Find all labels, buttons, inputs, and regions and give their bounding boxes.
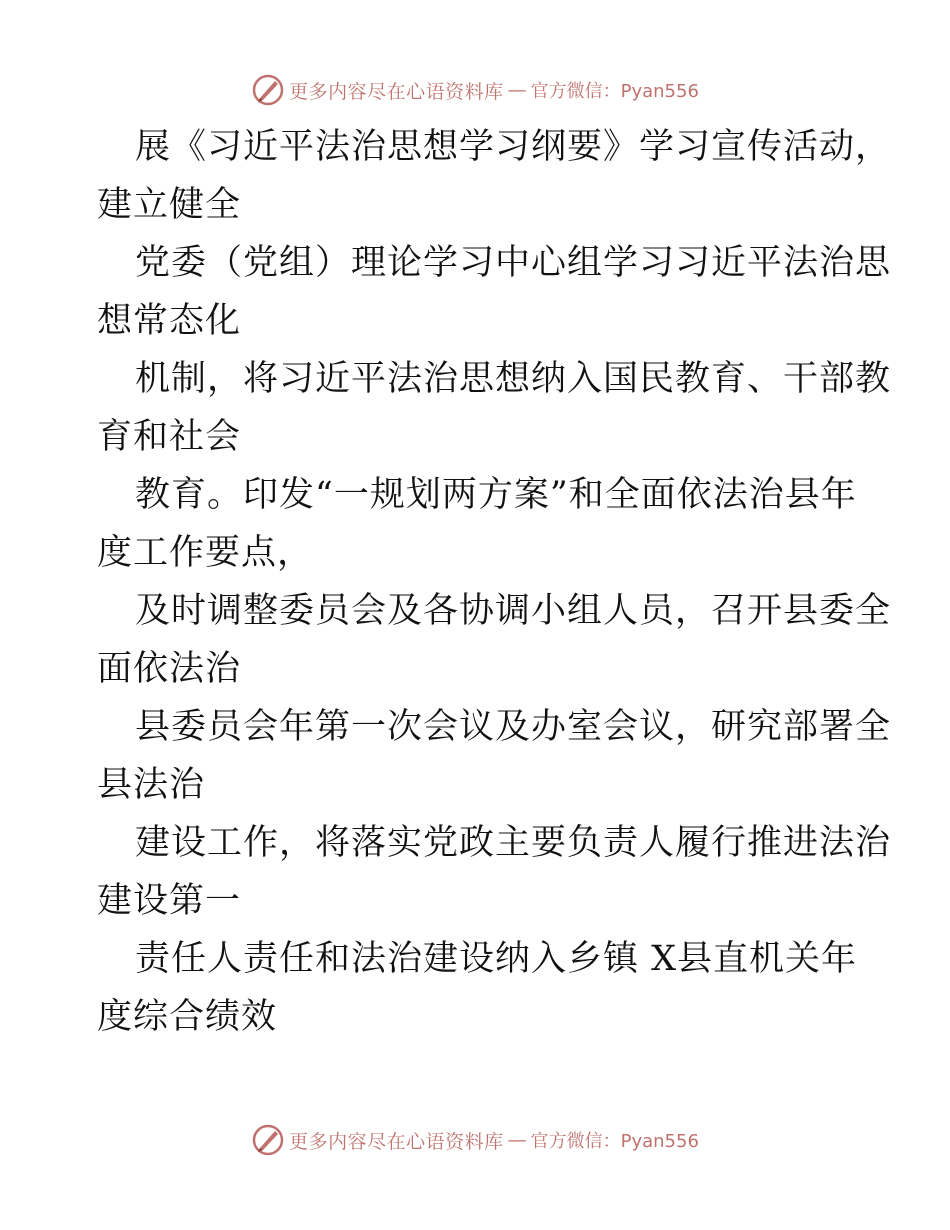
text-line: 县委员会年第一次会议及办室会议，研究部署全 bbox=[135, 707, 892, 747]
watermark-brand-text: 更多内容尽在心语资料库 bbox=[289, 80, 504, 103]
text-line: 建立健全 bbox=[97, 185, 242, 225]
quill-pen-logo-icon bbox=[251, 1123, 285, 1157]
watermark-contact-text: 官方微信：Pyan556 bbox=[530, 1131, 699, 1152]
text-line: 建设工作，将落实党政主要负责人履行推进法治 bbox=[135, 823, 892, 863]
text-line: 机制，将习近平法治思想纳入国民教育、干部教 bbox=[135, 359, 892, 399]
watermark-brand-text: 更多内容尽在心语资料库 bbox=[289, 1130, 504, 1153]
watermark-contact-text: 官方微信：Pyan556 bbox=[530, 81, 699, 102]
text-line: 党委（党组）理论学习中心组学习习近平法治思 bbox=[135, 243, 892, 283]
text-line: 责任人责任和法治建设纳入乡镇 X县直机关年 bbox=[135, 939, 858, 979]
text-line: 建设第一 bbox=[97, 881, 242, 921]
text-line: 想常态化 bbox=[97, 301, 242, 341]
text-line: 展《习近平法治思想学习纲要》学习宣传活动， bbox=[135, 127, 892, 167]
text-line: 及时调整委员会及各协调小组人员，召开县委全 bbox=[135, 591, 892, 631]
watermark-separator: — bbox=[507, 79, 527, 101]
text-line: 度工作要点， bbox=[97, 533, 314, 573]
quill-pen-logo-icon bbox=[251, 73, 285, 107]
text-line: 度综合绩效 bbox=[97, 997, 278, 1037]
document-body bbox=[97, 118, 892, 1046]
footer-watermark bbox=[0, 1122, 950, 1158]
watermark-separator: — bbox=[507, 1129, 527, 1151]
text-line: 教育。印发“一规划两方案”和全面依法治县年 bbox=[135, 475, 857, 515]
text-line: 面依法治 bbox=[97, 649, 242, 689]
text-line: 育和社会 bbox=[97, 417, 242, 457]
text-line: 县法治 bbox=[97, 765, 206, 805]
header-watermark bbox=[0, 72, 950, 108]
